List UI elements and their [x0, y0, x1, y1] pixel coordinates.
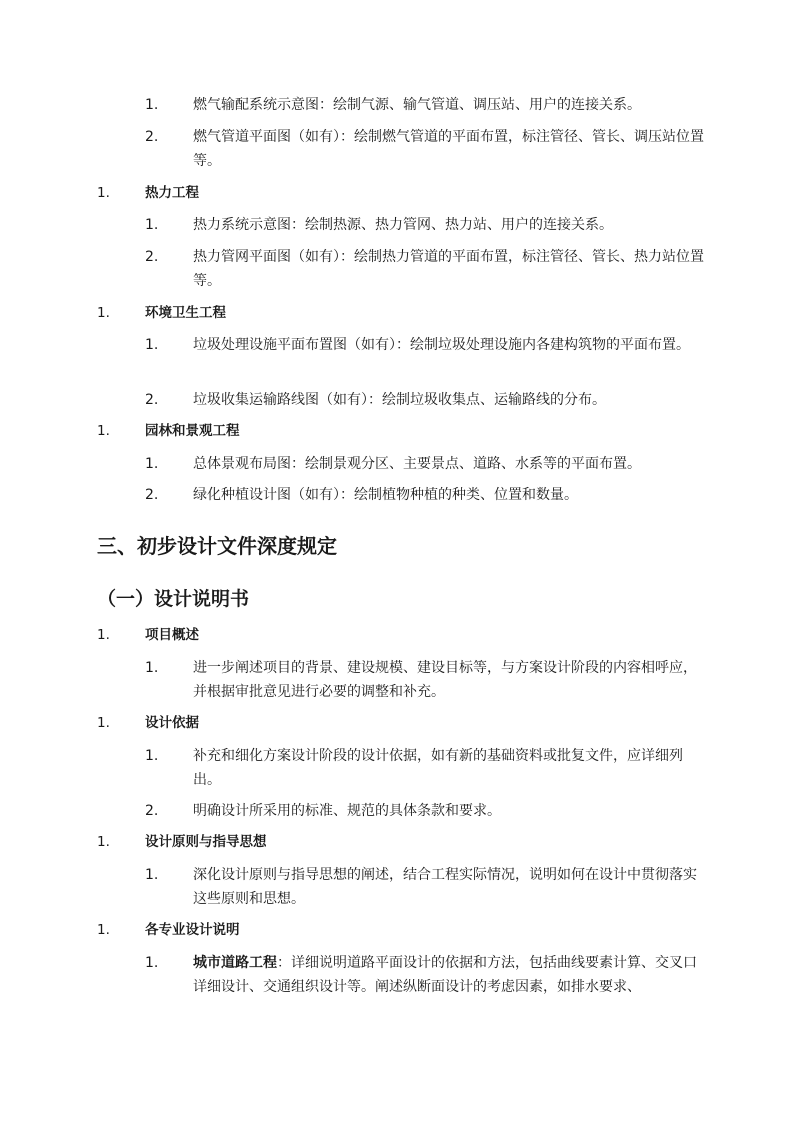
list-item: 1. 补充和细化方案设计阶段的设计依据，如有新的基础资料或批复文件，应详细列出。 — [145, 748, 683, 788]
list-item: 1. 总体景观布局图：绘制景观分区、主要景点、道路、水系等的平面布置。 — [145, 456, 641, 472]
list-item: 1. 城市道路工程：详细说明道路平面设计的依据和方法，包括曲线要素计算、交叉口详细设计、交通组织设计等。阐述纵断面设计的考虑因素，如排水要求、 — [145, 955, 697, 995]
item-text: ：详细说明道路平面设计的依据和方法，包括曲线要素计算、交叉口详细设计、交通组织设计等。阐述纵断面设计的考虑因素，如排水要求、 — [193, 955, 697, 995]
chapter-heading: 三、初步设计文件深度规定 — [97, 534, 337, 558]
list-item: 2. 明确设计所采用的标准、规范的具体条款和要求。 — [145, 803, 501, 819]
list-item: 2. 垃圾收集运输路线图（如有）：绘制垃圾收集点、运输路线的分布。 — [145, 392, 606, 408]
list-item: 1. 进一步阐述项目的背景、建设规模、建设目标等，与方案设计阶段的内容相呼应，并根据审批意见进行必要的调整和补充。 — [145, 660, 697, 700]
list-item: 1. 深化设计原则与指导思想的阐述，结合工程实际情况，说明如何在设计中贯彻落实这些原则和思想。 — [145, 867, 697, 907]
list-item: 1. 垃圾处理设施平面布置图（如有）：绘制垃圾处理设施内各建构筑物的平面布置。 — [145, 337, 690, 353]
list-item: 1. 燃气输配系统示意图：绘制气源、输气管道、调压站、用户的连接关系。 — [145, 97, 641, 113]
subchapter-heading: （一）设计说明书 — [97, 588, 250, 610]
item-bold-lead: 城市道路工程 — [193, 955, 277, 971]
list-item: 1. 热力系统示意图：绘制热源、热力管网、热力站、用户的连接关系。 — [145, 217, 613, 233]
list-item: 2. 热力管网平面图（如有）：绘制热力管道的平面布置，标注管径、管长、热力站位置等。 — [145, 249, 704, 289]
list-item: 2. 绿化种植设计图（如有）：绘制植物种植的种类、位置和数量。 — [145, 487, 578, 503]
list-item: 2. 燃气管道平面图（如有）：绘制燃气管道的平面布置，标注管径、管长、调压站位置等。 — [145, 129, 704, 169]
